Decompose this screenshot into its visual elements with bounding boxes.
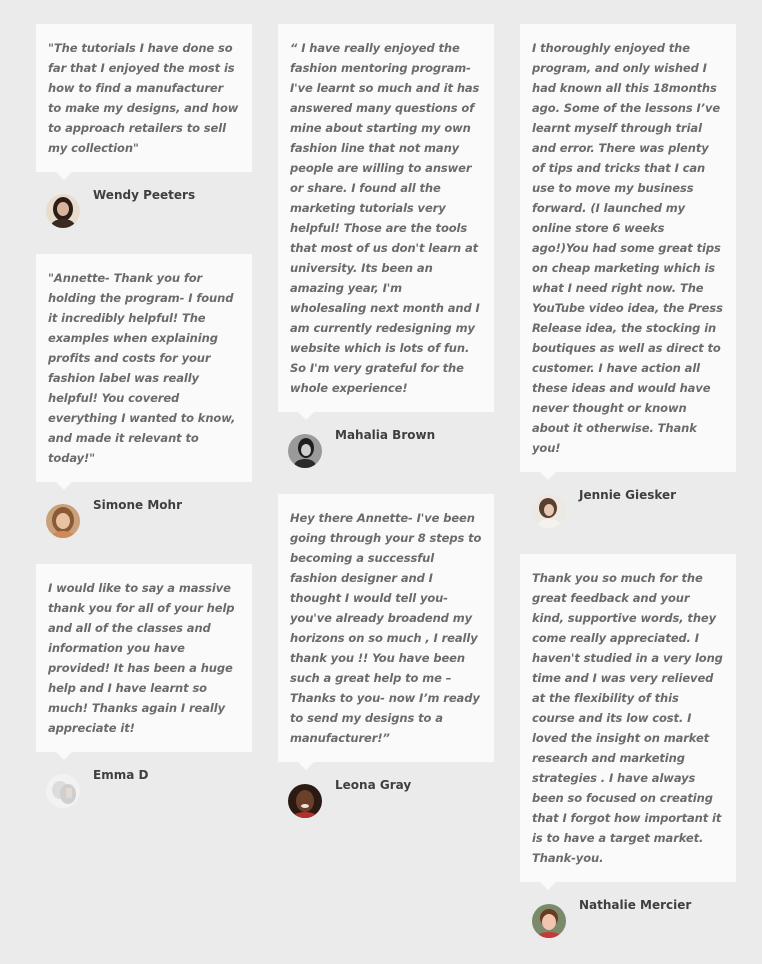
testimonial-column-3: [520, 24, 736, 964]
quote-box: [36, 254, 252, 482]
quote-text: "Annette- Thank you for holding the program- I found it incredibly helpful! The examples when explaining profits and costs for your fashion label was really helpful! You covered everything I wanted to know, and made it relevant to today!": [48, 271, 236, 465]
quote-text: I would like to say a massive thank you for all of your help and all of the classes and information you have provided! It has been a huge help and I have learnt so much! Thanks again I really appreciate it!: [48, 581, 235, 735]
testimonial-card: [520, 24, 736, 532]
avatar: [46, 504, 80, 538]
quote-box: [520, 554, 736, 882]
avatar: [288, 784, 322, 818]
author: [520, 472, 736, 532]
quote-text: Hey there Annette- I've been going through your 8 steps to becoming a successful fashion designer and I thought I would tell you- you've already broadend my horizons on so much , I really thank you !! You have been such a great help to me – Thanks to you- now I’m ready to send my designs to a manufacturer!”: [290, 511, 482, 745]
quote-box: [36, 564, 252, 752]
avatar: [532, 494, 566, 528]
avatar: [46, 194, 80, 228]
testimonial-card: [36, 24, 252, 232]
quote-text: Thank you so much for the great feedback and your kind, supportive words, they come really appreciated. I haven't studied in a very long time and I was very relieved at the flexibility of this course and its low cost. I loved the insight on market research and marketing strategies . I have always been so focused on creating that I forgot how important it is to have a target market. Thank-you.: [532, 571, 723, 865]
quote-text: “ I have really enjoyed the fashion mentoring program- I've learnt so much and it has answered many questions of mine about starting my own fashion line that not many people are willing to answer or share. I found all the marketing tutorials very helpful! Those are the tools that most of us don't learn at university. Its been an amazing year, I'm wholesaling next month and I am currently redesigning my website which is lots of fun. So I'm very grateful for the whole experience!: [290, 41, 480, 395]
testimonial-column-2: [278, 24, 494, 844]
testimonial-card: [278, 494, 494, 822]
quote-text: I thoroughly enjoyed the program, and only wished I had known all this 18months ago. Some of the lessons I’ve learnt myself through trial and error. There was plenty of tips and tricks that I can use to move my business forward. (I launched my online store 6 weeks ago!)You had some great tips on cheap marketing which is what I need right now. The YouTube video idea, the Press Release idea, the stocking in boutiques as well as direct to customer. I have action all these ideas and would have never thought or known about it otherwise. Thank you!: [532, 41, 723, 455]
quote-box: [36, 24, 252, 172]
quote-box: [278, 494, 494, 762]
author: [36, 482, 252, 542]
author: [520, 882, 736, 942]
author-name: Leona Gray: [335, 778, 412, 792]
author: [278, 762, 494, 822]
quote-box: [520, 24, 736, 472]
author-name: Mahalia Brown: [335, 428, 436, 442]
quote-text: "The tutorials I have done so far that I enjoyed the most is how to find a manufacturer to make my designs, and how to approach retailers to sell my collection": [48, 41, 239, 155]
avatar: [532, 904, 566, 938]
avatar: [288, 434, 322, 468]
author-name: Nathalie Mercier: [579, 898, 692, 912]
author: [36, 752, 252, 812]
testimonial-card: [278, 24, 494, 472]
author: [36, 172, 252, 232]
author-name: Emma D: [93, 768, 149, 782]
author-name: Jennie Giesker: [579, 488, 677, 502]
avatar: [46, 774, 80, 808]
author-name: Simone Mohr: [93, 498, 183, 512]
testimonial-card: [520, 554, 736, 942]
quote-box: [278, 24, 494, 412]
testimonial-card: [36, 564, 252, 812]
author: [278, 412, 494, 472]
testimonial-column-1: [36, 24, 252, 834]
author-name: Wendy Peeters: [93, 188, 196, 202]
testimonial-card: [36, 254, 252, 542]
